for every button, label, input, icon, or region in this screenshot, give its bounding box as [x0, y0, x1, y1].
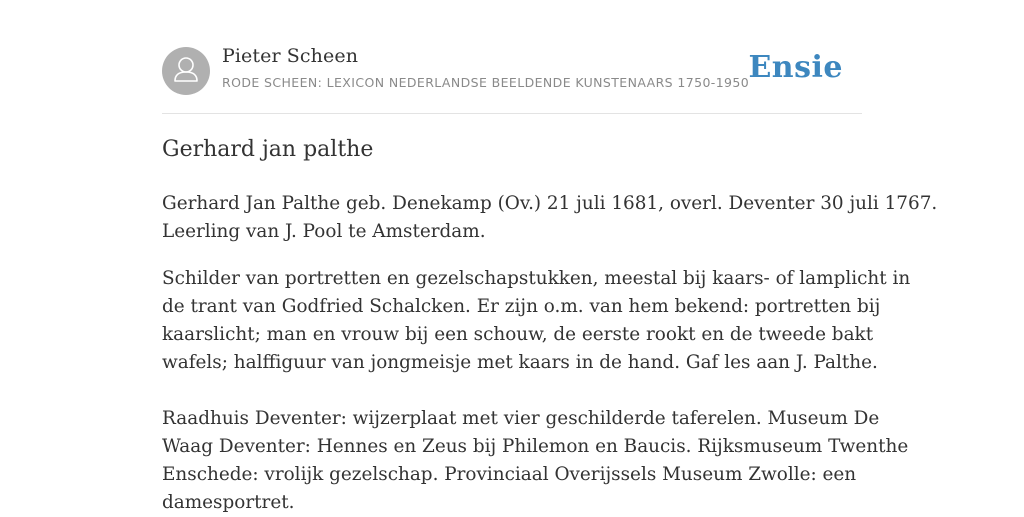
- article-title: Gerhard jan palthe: [162, 137, 374, 162]
- paragraph-line: Waag Deventer: Hennes en Zeus bij Philemon en Baucis. Rijksmuseum Twenthe: [162, 436, 909, 457]
- article-paragraph: [162, 190, 938, 246]
- article-paragraph: [162, 405, 909, 517]
- article-header: [162, 0, 862, 114]
- avatar[interactable]: [162, 47, 210, 95]
- paragraph-line: Leerling van J. Pool te Amsterdam.: [162, 221, 486, 242]
- ensie-logo[interactable]: Ensie: [748, 50, 843, 85]
- paragraph-line: wafels; halffiguur van jongmeisje met kaars in de hand. Gaf les aan J. Palthe.: [162, 352, 878, 373]
- paragraph-line: damesportret.: [162, 492, 295, 513]
- paragraph-line: de trant van Godfried Schalcken. Er zijn o.m. van hem bekend: portretten bij: [162, 296, 881, 317]
- source-label[interactable]: RODE SCHEEN: LEXICON NEDERLANDSE BEELDENDE KUNSTENAARS 1750-1950: [222, 75, 750, 90]
- article-page: [162, 0, 938, 513]
- article-paragraph: [162, 265, 911, 377]
- paragraph-line: Gerhard Jan Palthe geb. Denekamp (Ov.) 21 juli 1681, overl. Deventer 30 juli 1767.: [162, 193, 938, 214]
- paragraph-line: Schilder van portretten en gezelschapstukken, meestal bij kaars- of lamplicht in: [162, 268, 911, 289]
- paragraph-line: Enschede: vrolijk gezelschap. Provinciaal Overijssels Museum Zwolle: een: [162, 464, 857, 485]
- user-silhouette-icon: [162, 47, 210, 95]
- paragraph-line: kaarslicht; man en vrouw bij een schouw, de eerste rookt en de tweede bakt: [162, 324, 874, 345]
- author-name[interactable]: Pieter Scheen: [222, 45, 359, 67]
- paragraph-line: Raadhuis Deventer: wijzerplaat met vier geschilderde taferelen. Museum De: [162, 408, 880, 429]
